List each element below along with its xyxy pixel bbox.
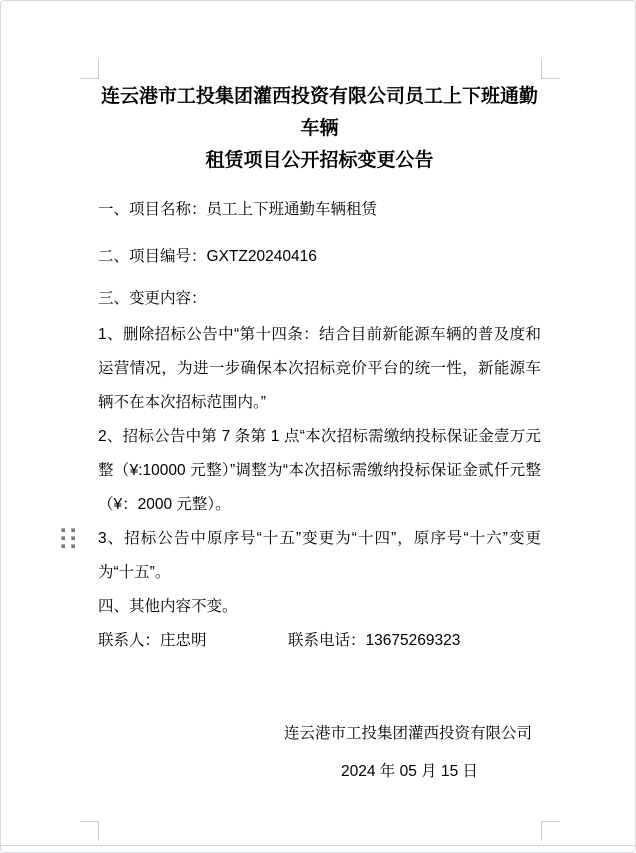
change-item-2: 2、招标公告中第 7 条第 1 点“本次招标需缴纳投标保证金壹万元整（¥:10000 元整）”调整为“本次招标需缴纳投标保证金贰仟元整（¥：2000 元整）。 xyxy=(98,428,541,513)
signature-company: 连云港市工投集团灌西投资有限公司 xyxy=(283,725,532,742)
contact-phone-number: 13675269323 xyxy=(365,632,461,649)
project-name-label: 一、项目名称： xyxy=(98,201,207,218)
change-content-heading: 三、变更内容： xyxy=(98,290,207,307)
contact-person xyxy=(98,624,288,658)
contact-phone-label: 联系电话： xyxy=(288,632,366,649)
change-item-3: 3、招标公告中原序号“十五”变更为“十四”，原序号“十六”变更为“十五”。 xyxy=(98,530,541,581)
contact-line xyxy=(98,624,541,658)
document-title-line-2: 租赁项目公开招标变更公告 xyxy=(205,150,434,171)
contact-phone xyxy=(288,624,460,658)
change-item-1: 1、删除招标公告中“第十四条：结合目前新能源车辆的普及度和运营情况，为进一步确保本次招标竞价平台的统一性，新能源车辆不在本次招标范围内。” xyxy=(98,326,541,411)
document-title-line-1: 连云港市工投集团灌西投资有限公司员工上下班通勤车辆 xyxy=(100,86,538,139)
page-bottom-edge xyxy=(1,845,635,846)
crop-mark-top-right-icon xyxy=(541,59,560,79)
project-name-value: 员工上下班通勤车辆租赁 xyxy=(206,201,378,218)
crop-mark-bottom-left-icon xyxy=(80,821,99,841)
project-number-value: GXTZ20240416 xyxy=(206,248,317,265)
other-content-line: 四、其他内容不变。 xyxy=(98,598,238,615)
contact-person-name: 庄忠明 xyxy=(160,632,207,649)
signature-date: 2024 年 05 月 15 日 xyxy=(341,763,478,780)
document-body xyxy=(98,81,541,658)
signature-block xyxy=(98,717,541,789)
document-title xyxy=(98,81,541,177)
project-number-line xyxy=(98,240,541,274)
contact-person-label: 联系人： xyxy=(98,632,161,649)
project-number-label: 二、项目编号： xyxy=(98,248,207,265)
crop-mark-top-left-icon xyxy=(80,59,99,79)
project-name-line xyxy=(98,193,541,227)
drag-handle-icon[interactable] xyxy=(61,528,75,548)
crop-mark-bottom-right-icon xyxy=(541,821,560,841)
